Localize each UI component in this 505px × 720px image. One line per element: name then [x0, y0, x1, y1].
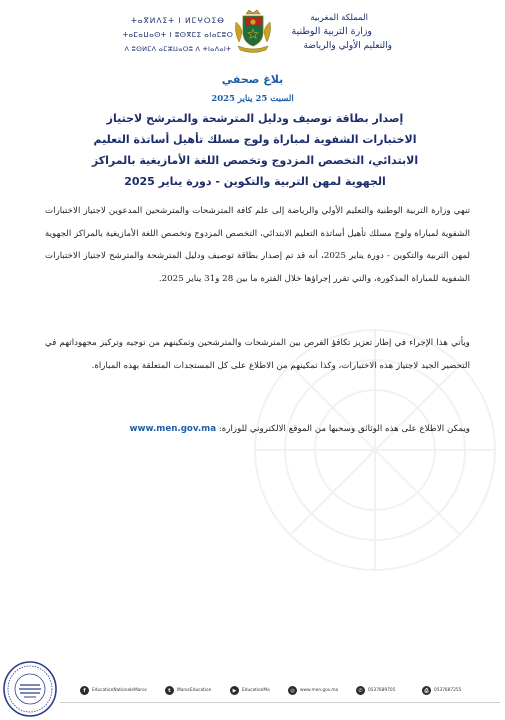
phone-number: 0537689705	[368, 688, 396, 693]
letterhead-tifinagh	[122, 14, 234, 56]
tifinagh-line-2: ⵜⴰⵎⴰⵡⴰⵙⵜ ⵏ ⵓⵙⴳⵎⵉ ⴰⵏⴰⵎⵓⵔ	[122, 31, 234, 39]
press-release-subject: إصدار بطاقة توصيف ودليل المترشحة والمترشح لاجتياز الاختبارات الشفوية لمباراة ولوج مسلك تأهيل أساتذة التعليم الابتدائي، التخصص المزدوج وتخصص اللغة الأمازيغية بالمراكز الجهوية لمهن التربية والتكوين - دورة يناير 2025	[91, 112, 419, 188]
press-release-title: بلاغ صحفي	[221, 73, 284, 86]
footer-youtube[interactable]	[230, 686, 270, 695]
letterhead	[0, 8, 505, 68]
footer-web[interactable]	[288, 686, 338, 695]
kingdom-name: المملكة المغربية	[310, 13, 368, 23]
footer-facebook[interactable]	[80, 686, 147, 695]
ministry-name-line-1: وزارة التربية الوطنية	[291, 26, 372, 37]
twitter-handle: MarocEducation	[177, 688, 212, 693]
youtube-handle: EducationMa	[242, 688, 270, 693]
website-url: www.men.gov.ma	[300, 688, 339, 693]
body-paragraph-3	[45, 418, 470, 441]
facebook-handle: EducationNationaleMaroc	[92, 688, 147, 693]
footer-fax[interactable]	[422, 686, 461, 695]
twitter-icon: t	[165, 686, 174, 695]
moroccan-coat-of-arms-icon	[232, 8, 274, 54]
website-note: ويمكن الاطلاع على هذه الوثائق وسحبها من الموقع الالكتروني للوزارة:	[216, 424, 470, 434]
footer-contacts	[80, 686, 490, 698]
footer-phone[interactable]	[356, 686, 395, 695]
body-paragraph-2: ويأتي هذا الإجراء في إطار تعزيز تكافؤ الفرص بين المترشحات والمترشحين وتمكينهم من توجيه وتركيز مجهوداتهم في التحضير الجيد لاجتياز هذه الاختبارات، وكذا تمكينهم من الاطلاع على كل المستجدات المتعلقة بهذه المباراة.	[45, 338, 470, 371]
fax-icon: ⎙	[422, 686, 431, 695]
ministry-website-link[interactable]: www.men.gov.ma	[129, 424, 217, 434]
phone-icon: ✆	[356, 686, 365, 695]
press-release-date: السبت 25 يناير 2025	[211, 94, 294, 104]
body-paragraph-1: تنهي وزارة التربية الوطنية والتعليم الأولي والرياضة إلى علم كافة المترشحات والمترشحين المدعوين لاجتياز الاختبارات الشفوية لمباراة ولوج مسلك تأهيل أساتذة التعليم الابتدائي، التخصص المزدوج وتخصص اللغة الأمازيغية بالمراكز الجهوية لمهن التربية والتكوين - دورة يناير 2025، أنه قد تم إصدار بطاقة توصيف ودليل المترشحة والمترشح لاجتياز الاختبارات الشفوية للمباراة المذكورة، والتي تقرر إجراؤها خلال الفترة ما بين 28 و31 يناير 2025.	[45, 206, 470, 284]
footer-divider	[60, 702, 500, 703]
ministry-seal-icon	[2, 660, 58, 718]
youtube-icon: ▶	[230, 686, 239, 695]
tifinagh-line-3: ⴷ ⵓⵙⵍⵎⴷ ⴰⵎⵣⵡⴰⵔⵓ ⴷ ⵜⵏⴰⴷⴰⵏⵜ	[124, 45, 232, 53]
tifinagh-line-1: ⵜⴰⴳⵍⴷⵉⵜ ⵏ ⵍⵎⵖⵔⵉⴱ	[131, 16, 225, 25]
footer-twitter[interactable]	[165, 686, 211, 695]
globe-icon: ◎	[288, 686, 297, 695]
fax-number: 0537687255	[434, 688, 462, 693]
facebook-icon: f	[80, 686, 89, 695]
letterhead-arabic	[280, 12, 392, 53]
ministry-name-line-2: والتعليم الأولي والرياضة	[303, 41, 392, 51]
